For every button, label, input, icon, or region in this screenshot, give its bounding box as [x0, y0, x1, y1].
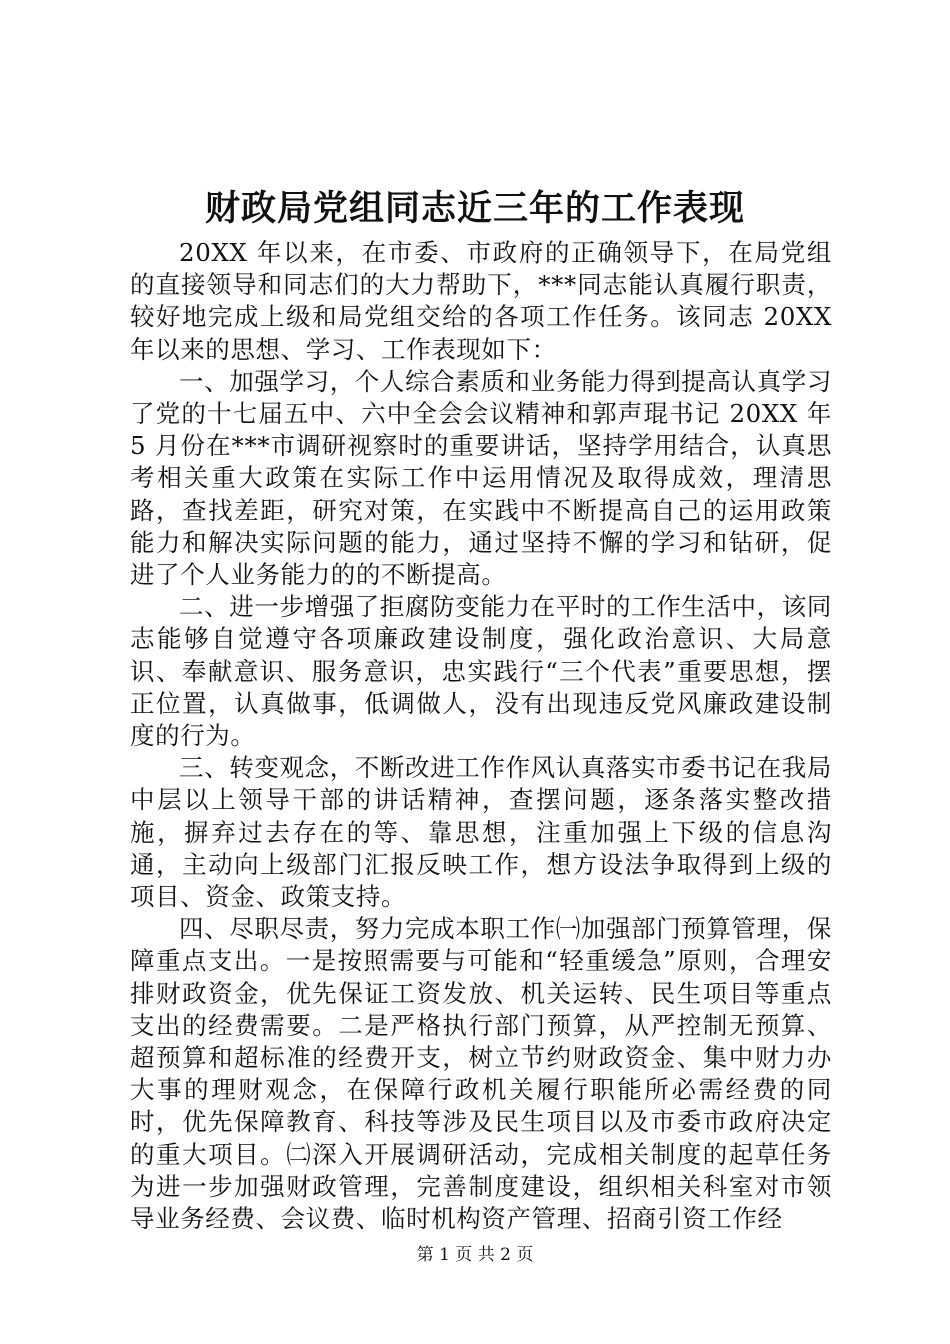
document-title: 财政局党组同志近三年的工作表现: [204, 188, 745, 229]
page-footer: 第 1 页 共 2 页: [416, 1245, 534, 1265]
paragraph-section-4: 四、尽职尽责，努力完成本职工作㈠加强部门预算管理，保障重点支出。一是按照需要与可能和“轻重缓急”原则，合理安排财政资金，优先保证工资发放、机关运转、民生项目等重点支出的经费需要。二是严格执行部门预算，从严控制无预算、超预算和超标准的经费开支，树立节约财政资金、集中财力办大事的理财观念，在保障行政机关履行职能所必需经费的同时，优先保障教育、科技等涉及民生项目以及市委市政府决定的重大项目。㈡深入开展调研活动，完成相关制度的起草任务为进一步加强财政管理，完善制度建设，组织相关科室对市领导业务经费、会议费、临时机构资产管理、招商引资工作经: [130, 914, 832, 1234]
paragraph-section-2: 二、进一步增强了拒腐防变能力在平时的工作生活中，该同志能够自觉遵守各项廉政建设制度，强化政治意识、大局意识、奉献意识、服务意识，忠实践行“三个代表”重要思想，摆正位置，认真做事，低调做人，没有出现违反党风廉政建设制度的行为。: [130, 592, 832, 751]
document-body: [130, 237, 832, 1235]
paragraph-intro: 20XX 年以来，在市委、市政府的正确领导下，在局党组的直接领导和同志们的大力帮助下，***同志能认真履行职责，较好地完成上级和局党组交给的各项工作任务。该同志 20XX 年以来的思想、学习、工作表现如下：: [130, 238, 832, 364]
paragraph-section-3: 三、转变观念，不断改进工作作风认真落实市委书记在我局中层以上领导干部的讲话精神，查摆问题，逐条落实整改措施，摒弃过去存在的等、靠思想，注重加强上下级的信息沟通，主动向上级部门汇报反映工作，想方设法争取得到上级的项目、资金、政策支持。: [130, 753, 832, 912]
paragraph-section-1: 一、加强学习，个人综合素质和业务能力得到提高认真学习了党的十七届五中、六中全会会议精神和郭声琨书记 20XX 年 5 月份在***市调研视察时的重要讲话，坚持学用结合，认真思考相关重大政策在实际工作中运用情况及取得成效，理清思路，查找差距，研究对策，在实践中不断提高自己的运用政策能力和解决实际问题的能力，通过坚持不懈的学习和钻研，促进了个人业务能力的的不断提高。: [130, 366, 832, 590]
